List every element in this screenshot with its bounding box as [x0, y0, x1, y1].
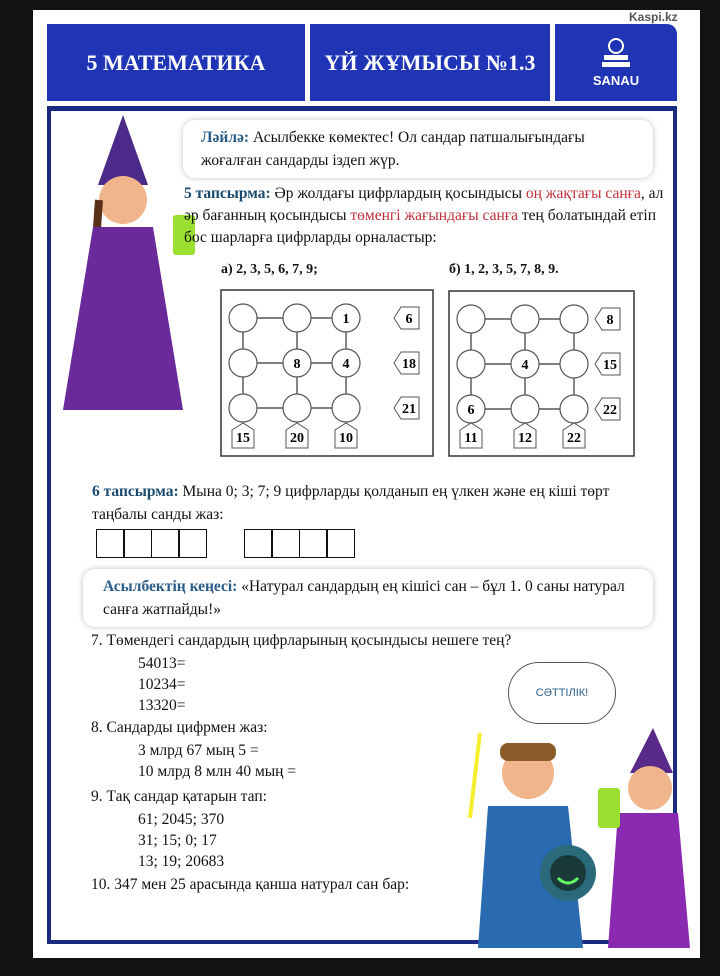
number-circle[interactable]: [560, 395, 588, 423]
puzzle-a: [220, 289, 434, 457]
task-label: 5 тапсырма:: [184, 185, 271, 202]
number-circle[interactable]: [332, 394, 360, 422]
number-circle[interactable]: [511, 305, 539, 333]
q10-title: 10. 347 мен 25 арасында қанша натурал сан бар:: [91, 876, 410, 893]
task-text: , ал әр бағанның қосындысы: [184, 185, 664, 224]
logo-text: SANAU: [592, 73, 640, 88]
row-sum-value: 6: [405, 312, 413, 327]
col-sum-value: 12: [518, 431, 532, 446]
row-sum-value: 8: [606, 313, 614, 328]
row-sum-value: 18: [402, 357, 416, 372]
number-circle[interactable]: [560, 305, 588, 333]
circle-value: 4: [342, 357, 350, 372]
number-circle[interactable]: [457, 305, 485, 333]
number-circle[interactable]: [283, 394, 311, 422]
circle-value: 6: [467, 403, 475, 418]
circle-value: 4: [521, 358, 529, 373]
task-text: Әр жолдағы цифрлардың қосындысы: [270, 185, 526, 202]
number-circle[interactable]: [283, 304, 311, 332]
thought-bubble: СӘТТІЛІК!: [508, 662, 616, 724]
highlight-text: оң жақтағы санға: [525, 185, 641, 202]
advice-text: «Натурал сандардың ең кішісі сан – бұл 1. 0 саны натурал санға жатпайды!»: [103, 578, 625, 618]
q7-item: 13320=: [138, 697, 186, 714]
circle-value: 8: [293, 357, 301, 372]
q9-title: 9. Тақ сандар қатарын тап:: [91, 788, 267, 805]
q7-title: 7. Төмендегі сандардың цифрларының қосындысы нешеге тең?: [91, 632, 512, 649]
smallest-number-boxes[interactable]: [245, 529, 355, 558]
subject-header: 5 МАТЕМАТИКА: [47, 24, 305, 101]
largest-number-boxes[interactable]: [97, 529, 207, 558]
puzzle-a-caption: а) 2, 3, 5, 6, 7, 9;: [221, 262, 318, 277]
col-sum-value: 20: [290, 431, 304, 446]
number-circle[interactable]: [511, 395, 539, 423]
task-label: 6 тапсырма:: [92, 483, 179, 500]
col-sum-value: 15: [236, 431, 250, 446]
row-sum-value: 15: [603, 358, 617, 373]
task6-text: [92, 480, 667, 526]
q9-item: 61; 2045; 370: [138, 811, 225, 828]
task-text: Мына 0; 3; 7; 9 цифрларды қолданып ең үлкен және ең кіші төрт таңбалы санды жаз:: [92, 483, 610, 523]
kaspi-watermark: Kaspi.kz: [629, 10, 678, 24]
title-header: ҮЙ ЖҰМЫСЫ №1.3: [310, 24, 550, 101]
advice-bubble: [83, 569, 653, 627]
q8-items: [138, 740, 296, 782]
highlight-text: төменгі жағындағы санға: [350, 207, 518, 224]
q8-item: 10 млрд 8 млн 40 мың =: [138, 763, 297, 780]
children-robot-illustration-icon: [458, 728, 693, 950]
col-sum-value: 11: [464, 431, 478, 446]
q9-item: 31; 15; 0; 17: [138, 832, 217, 849]
puzzle-b: [448, 290, 635, 457]
number-circle[interactable]: [560, 350, 588, 378]
q7-item: 54013=: [138, 655, 186, 672]
number-circle[interactable]: [457, 350, 485, 378]
number-circle[interactable]: [229, 304, 257, 332]
girl-illustration-icon: [53, 115, 203, 420]
q7-item: 10234=: [138, 676, 186, 693]
speech-text: Асылбекке көмектес! Ол сандар патшалығындағы жоғалған сандарды іздеп жүр.: [201, 129, 585, 169]
q8-item: 3 млрд 67 мың 5 =: [138, 742, 259, 759]
q9-items: [138, 809, 224, 872]
puzzle-b-caption: б) 1, 2, 3, 5, 7, 8, 9.: [449, 262, 559, 277]
number-circle[interactable]: [229, 349, 257, 377]
number-circle[interactable]: [229, 394, 257, 422]
speaker-name: Ләйлә:: [201, 129, 250, 146]
task5-text: [184, 183, 666, 249]
books-lightbulb-icon: [596, 37, 636, 73]
worksheet-page: [33, 10, 700, 958]
row-sum-value: 21: [402, 402, 416, 417]
col-sum-value: 10: [339, 431, 353, 446]
row-sum-value: 22: [603, 403, 617, 418]
q9-item: 13; 19; 20683: [138, 853, 225, 870]
q7-items: [138, 653, 186, 716]
speaker-name: Асылбектің кеңесі:: [103, 578, 238, 595]
col-sum-value: 22: [567, 431, 581, 446]
sanau-logo: [555, 24, 677, 101]
circle-value: 1: [342, 312, 350, 327]
q8-title: 8. Сандарды цифрмен жаз:: [91, 719, 268, 736]
task-text: тең болатындай етіп бос шарларға цифрларды орналастыр:: [184, 207, 657, 246]
laila-speech-bubble: [183, 120, 653, 178]
